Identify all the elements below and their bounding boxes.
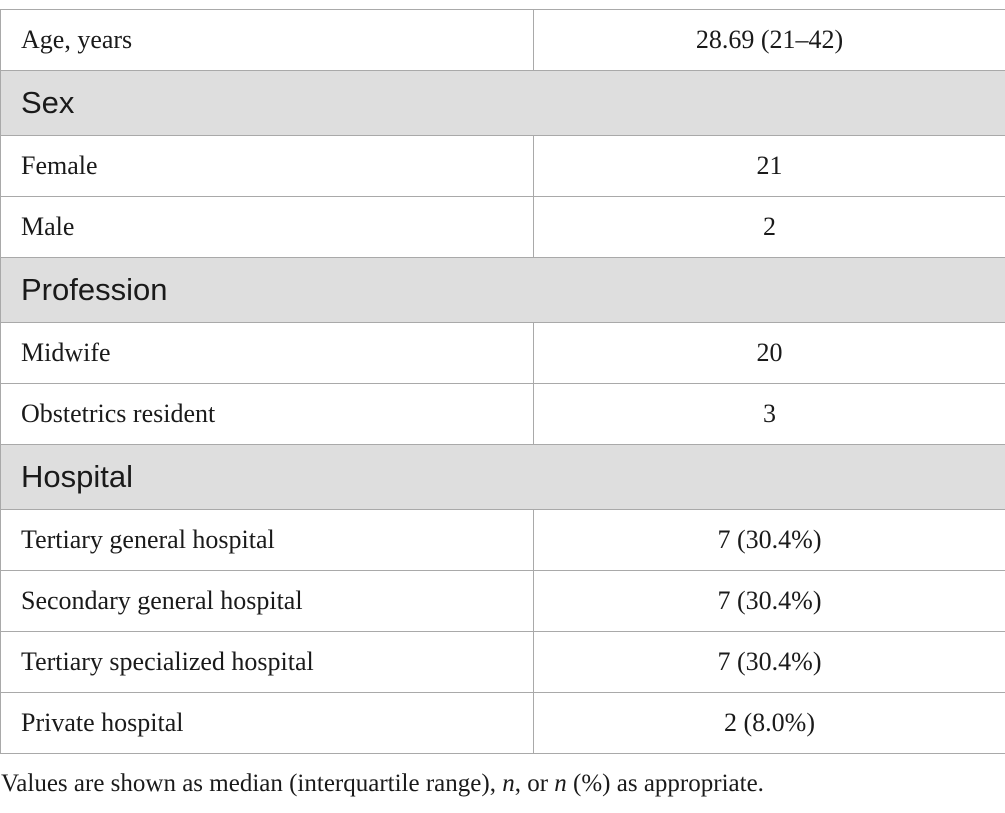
demographics-table-container: [0, 9, 1005, 754]
table-row: [1, 323, 1005, 384]
row-label: Midwife: [1, 323, 534, 384]
footnote-text: (%) as appropriate.: [566, 770, 764, 797]
section-title: Sex: [1, 71, 1005, 136]
row-value: 2: [534, 197, 1005, 258]
table-row: [1, 384, 1005, 445]
table-row: [1, 510, 1005, 571]
row-value: 21: [534, 136, 1005, 197]
demographics-table: [0, 9, 1005, 754]
section-header-hospital: [1, 445, 1005, 510]
section-title: Profession: [1, 258, 1005, 323]
table-row: [1, 632, 1005, 693]
row-label: Obstetrics resident: [1, 384, 534, 445]
table-row: [1, 197, 1005, 258]
section-header-profession: [1, 258, 1005, 323]
row-label: Tertiary specialized hospital: [1, 632, 534, 693]
row-label: Tertiary general hospital: [1, 510, 534, 571]
row-label: Female: [1, 136, 534, 197]
row-label: Private hospital: [1, 693, 534, 754]
row-value: 2 (8.0%): [534, 693, 1005, 754]
row-label: Age, years: [1, 10, 534, 71]
row-value: 3: [534, 384, 1005, 445]
table-row: [1, 571, 1005, 632]
table-footnote: [1, 770, 764, 798]
row-value: 28.69 (21–42): [534, 10, 1005, 71]
table-row: [1, 693, 1005, 754]
row-label: Male: [1, 197, 534, 258]
footnote-n-italic: n: [554, 770, 567, 797]
footnote-text: , or: [514, 770, 555, 797]
footnote-text: Values are shown as median (interquartile range),: [1, 770, 503, 797]
row-value: 20: [534, 323, 1005, 384]
section-header-sex: [1, 71, 1005, 136]
section-title: Hospital: [1, 445, 1005, 510]
row-value: 7 (30.4%): [534, 510, 1005, 571]
table-row-age: [1, 10, 1005, 71]
footnote-n-italic: n: [502, 770, 515, 797]
row-value: 7 (30.4%): [534, 571, 1005, 632]
row-value: 7 (30.4%): [534, 632, 1005, 693]
table-row: [1, 136, 1005, 197]
row-label: Secondary general hospital: [1, 571, 534, 632]
